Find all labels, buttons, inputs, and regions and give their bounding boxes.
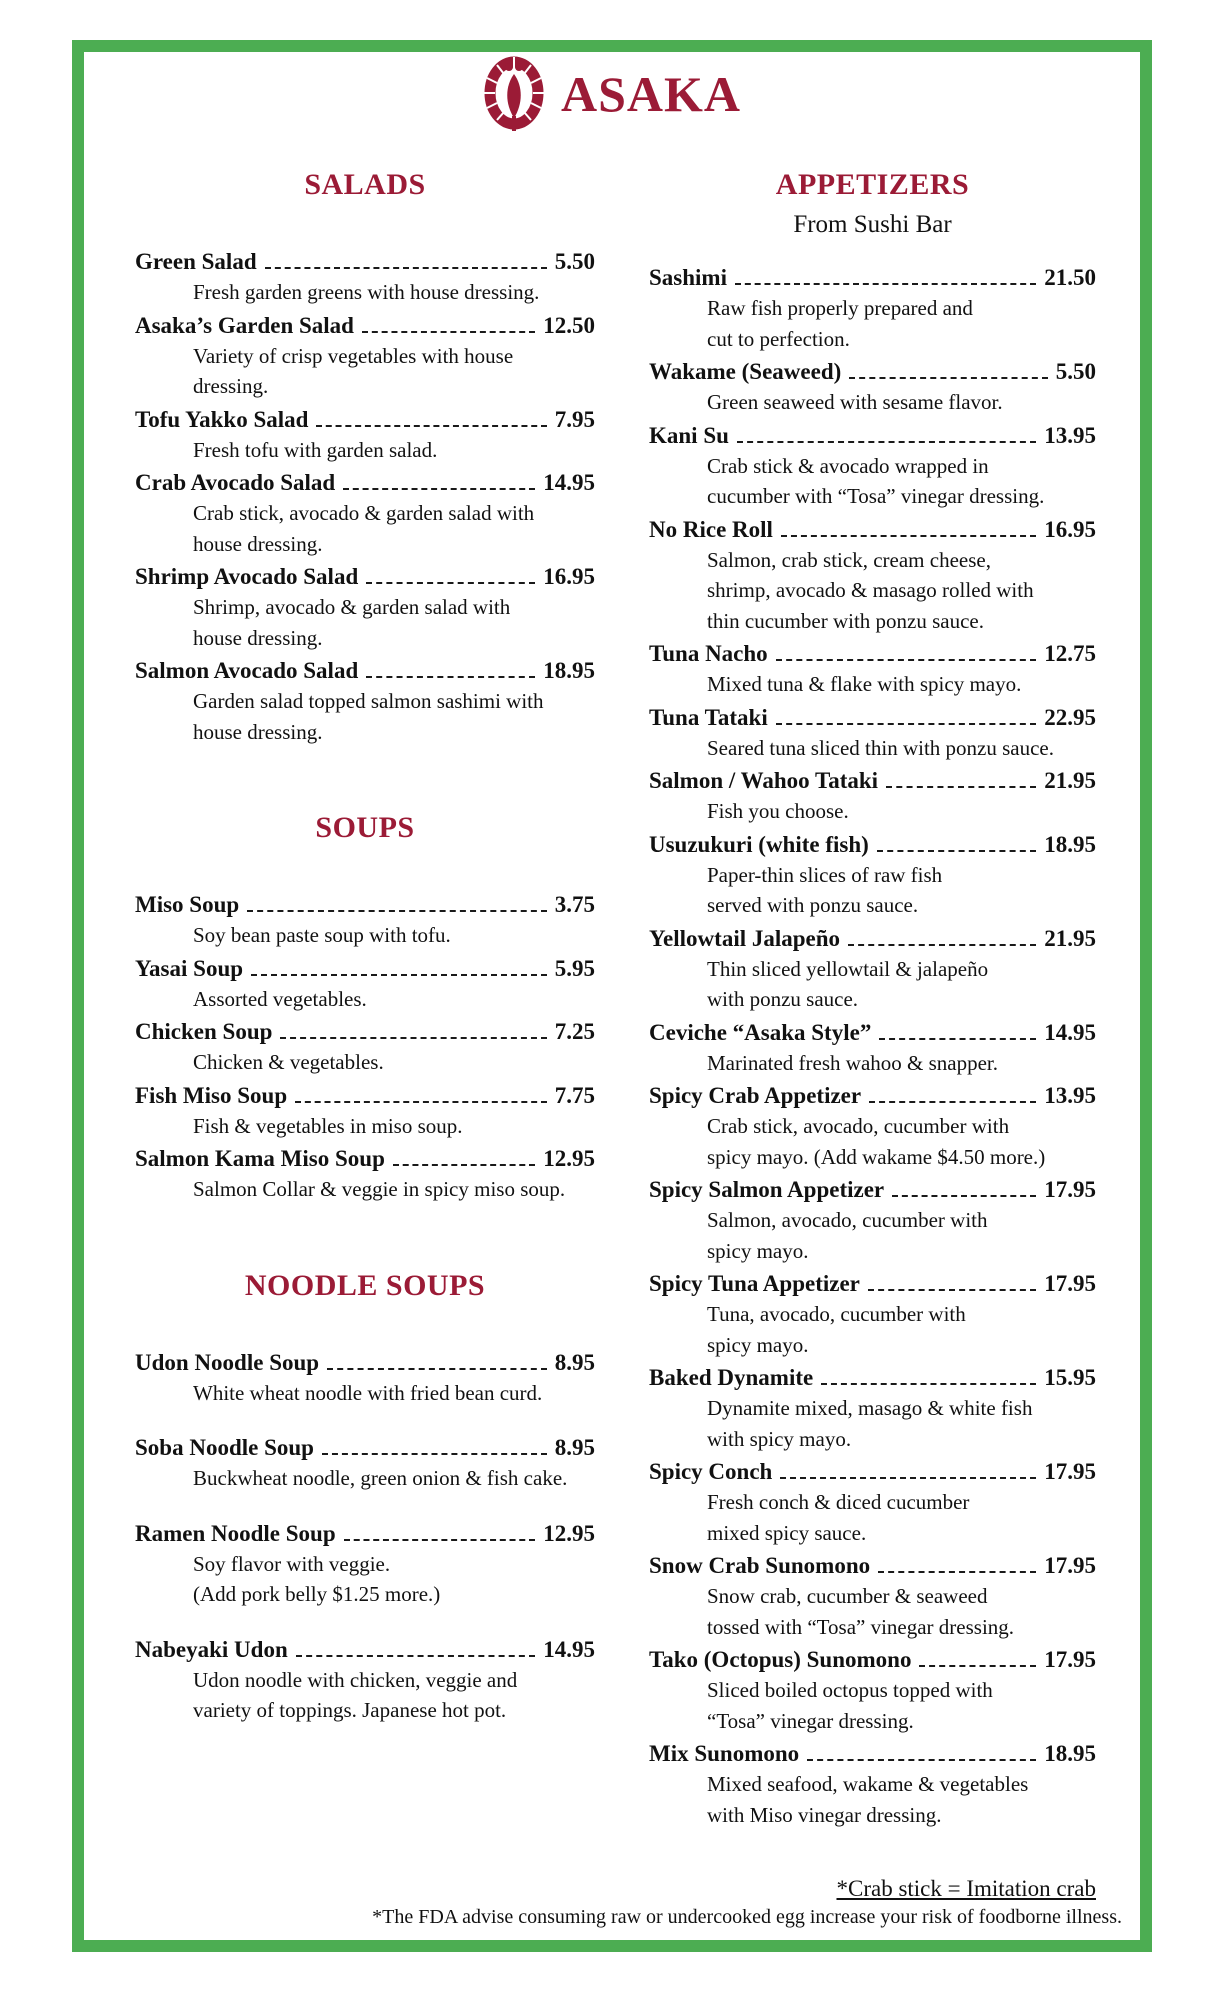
item-line (649, 1456, 1096, 1487)
item-name: Tofu Yakko Salad (135, 406, 309, 432)
menu-item-yasai-soup (135, 953, 595, 1015)
item-name: Wakame (Seaweed) (649, 359, 842, 384)
item-description-line: Fresh tofu with garden salad. (193, 437, 438, 462)
menu-item-no-rice-roll (649, 514, 1096, 637)
item-description-line: thin cucumber with ponzu sauce. (707, 608, 984, 633)
item-description-line: Fresh conch & diced cucumber (707, 1490, 970, 1514)
menu-item-salmon-kama-miso-soup (135, 1143, 595, 1205)
crab-stick-footnote: *Crab stick = Imitation crab (836, 1876, 1096, 1901)
dashed-leader (322, 1453, 547, 1455)
item-price: 18.95 (543, 658, 595, 683)
item-line (649, 356, 1096, 387)
dashed-leader (366, 582, 535, 584)
item-line (649, 1268, 1096, 1299)
item-line (649, 923, 1096, 954)
item-price: 12.75 (1044, 641, 1096, 666)
item-line (649, 638, 1096, 669)
item-name: Sashimi (649, 265, 727, 290)
item-line (135, 1080, 595, 1111)
item-price: 18.95 (1044, 831, 1096, 857)
item-description-line: Sliced boiled octopus topped with (707, 1678, 993, 1702)
dashed-leader (821, 1383, 1036, 1385)
item-price: 15.95 (1044, 1365, 1096, 1390)
item-description-line: Garden salad topped salmon sashimi with (193, 689, 544, 713)
item-line (135, 1016, 595, 1047)
menu-item-ramen-noodle-soup (135, 1518, 595, 1610)
item-description-line: Thin sliced yellowtail & jalapeño (707, 956, 989, 981)
dashed-leader (343, 488, 535, 490)
item-line (649, 1174, 1096, 1205)
item-description-line: served with ponzu sauce. (707, 893, 919, 917)
item-line (649, 1017, 1096, 1048)
item-line (135, 655, 595, 686)
item-line (135, 953, 595, 984)
dashed-leader (780, 1477, 1036, 1479)
item-description-line: Mixed seafood, wakame & vegetables (707, 1772, 1029, 1796)
item-name: Snow Crab Sunomono (649, 1553, 871, 1578)
menu-item-soba-noodle-soup (135, 1432, 595, 1494)
dashed-leader (807, 1759, 1036, 1761)
section-title: APPETIZERS (775, 168, 970, 201)
item-description-line: spicy mayo. (707, 1238, 809, 1263)
dashed-leader (886, 786, 1036, 788)
item-description-line: Chicken & vegetables. (193, 1050, 384, 1074)
menu-item-ceviche-asaka-style (649, 1017, 1096, 1079)
item-description-line: Udon noodle with chicken, veggie and (193, 1667, 518, 1692)
dashed-leader (869, 1101, 1036, 1103)
item-price: 21.95 (1044, 768, 1096, 793)
item-price: 22.95 (1044, 704, 1096, 730)
section-subtitle: From Sushi Bar (793, 211, 952, 238)
item-line (649, 765, 1096, 796)
item-description-line: Soy bean paste soup with tofu. (193, 923, 451, 947)
item-line (649, 829, 1096, 860)
menu-item-spicy-conch (649, 1456, 1096, 1548)
item-description-line: Assorted vegetables. (193, 986, 367, 1011)
item-description-line: house dressing. (193, 719, 323, 744)
menu-item-snow-crab-sunomono (649, 1550, 1096, 1642)
item-description-line: Tuna, avocado, cucumber with (707, 1302, 966, 1326)
menu-item-tuna-tataki (649, 702, 1096, 764)
item-description-line: Salmon, avocado, cucumber with (707, 1208, 988, 1232)
item-line (135, 1432, 595, 1463)
item-name: Tako (Octopus) Sunomono (649, 1647, 912, 1672)
menu-item-spicy-tuna-appetizer (649, 1268, 1096, 1360)
menu-item-nabeyaki-udon (135, 1634, 595, 1726)
menu-item-fish-miso-soup (135, 1080, 595, 1142)
menu-item-tofu-yakko-salad (135, 404, 595, 466)
item-description-line: Fish & vegetables in miso soup. (193, 1113, 463, 1138)
item-description-line: Buckwheat noodle, green onion & fish cake. (193, 1466, 568, 1490)
menu-left-column (135, 168, 595, 1750)
item-name: Udon Noodle Soup (135, 1349, 320, 1375)
item-line (649, 514, 1096, 545)
dashed-leader (393, 1164, 535, 1166)
dashed-leader (366, 676, 535, 678)
menu-section-soups (135, 811, 595, 1205)
item-price: 13.95 (1044, 422, 1096, 448)
item-name: Green Salad (135, 249, 257, 274)
item-price: 3.75 (554, 892, 595, 917)
item-description-line: “Tosa” vinegar dressing. (707, 1708, 914, 1733)
item-price: 16.95 (1044, 516, 1096, 542)
item-price: 17.95 (1044, 1647, 1096, 1672)
item-line (649, 1738, 1096, 1769)
item-name: Ceviche “Asaka Style” (649, 1019, 872, 1045)
menu-item-kani-su (649, 420, 1096, 512)
dashed-leader (848, 944, 1036, 946)
item-price: 12.95 (543, 1146, 595, 1171)
item-name: Ramen Noodle Soup (135, 1520, 336, 1546)
item-description-line: with Miso vinegar dressing. (707, 1802, 942, 1827)
item-name: No Rice Roll (649, 516, 773, 542)
item-line (135, 1347, 595, 1378)
item-description-line: with spicy mayo. (707, 1426, 852, 1451)
dashed-leader (280, 1037, 546, 1039)
item-line (135, 1518, 595, 1549)
item-name: Spicy Crab Appetizer (649, 1083, 862, 1108)
menu-item-mix-sunomono (649, 1738, 1096, 1830)
item-name: Usuzukuri (white fish) (649, 831, 869, 857)
menu-item-green-salad (135, 246, 595, 308)
dashed-leader (919, 1665, 1036, 1667)
item-price: 8.95 (554, 1349, 595, 1375)
item-description-line: Dynamite mixed, masago & white fish (707, 1396, 1033, 1420)
item-name: Shrimp Avocado Salad (135, 564, 359, 589)
menu-item-usuzukuri-white-fish (649, 829, 1096, 921)
item-price: 17.95 (1044, 1553, 1096, 1578)
item-price: 7.95 (554, 406, 595, 432)
item-line (649, 262, 1096, 293)
menu-item-chicken-soup (135, 1016, 595, 1078)
menu-item-crab-avocado-salad (135, 467, 595, 559)
item-name: Baked Dynamite (649, 1365, 814, 1390)
item-description-line: Fish you choose. (707, 799, 849, 823)
dashed-leader (327, 1368, 547, 1370)
item-line (135, 1143, 595, 1174)
item-price: 5.50 (554, 249, 595, 274)
item-description-line: White wheat noodle with fried bean curd. (193, 1380, 543, 1405)
dashed-leader (892, 1195, 1036, 1197)
item-line (649, 702, 1096, 733)
item-name: Soba Noodle Soup (135, 1435, 314, 1460)
dashed-leader (878, 1571, 1036, 1573)
item-description-line: Marinated fresh wahoo & snapper. (707, 1050, 998, 1075)
item-line (649, 1644, 1096, 1675)
item-line (135, 310, 595, 341)
item-price: 7.25 (554, 1019, 595, 1044)
item-description-line: cucumber with “Tosa” vinegar dressing. (707, 484, 1045, 508)
menu-item-yellowtail-jalape-o (649, 923, 1096, 1015)
dashed-leader (344, 1539, 536, 1541)
item-line (135, 467, 595, 498)
item-price: 12.50 (543, 312, 595, 338)
item-name: Tuna Nacho (649, 641, 768, 666)
item-description-line: cut to perfection. (707, 326, 850, 351)
dashed-leader (265, 267, 547, 269)
item-line (135, 404, 595, 435)
item-price: 13.95 (1044, 1083, 1096, 1108)
item-price: 17.95 (1044, 1271, 1096, 1296)
item-price: 21.95 (1044, 925, 1096, 951)
item-description-line: Green seaweed with sesame flavor. (707, 390, 1003, 414)
item-description-line: Seared tuna sliced thin with ponzu sauce. (707, 735, 1054, 760)
dashed-leader (868, 1289, 1036, 1291)
menu-item-tuna-nacho (649, 638, 1096, 700)
item-description-line: Paper-thin slices of raw fish (707, 862, 943, 887)
item-name: Miso Soup (135, 892, 240, 917)
item-description-line: shrimp, avocado & masago rolled with (707, 578, 1034, 602)
item-price: 12.95 (543, 1520, 595, 1546)
menu-item-baked-dynamite (649, 1362, 1096, 1454)
item-line (135, 561, 595, 592)
item-price: 14.95 (543, 1636, 595, 1662)
item-price: 5.95 (554, 955, 595, 981)
menu-item-salmon-avocado-salad (135, 655, 595, 747)
menu-item-asaka-s-garden-salad (135, 310, 595, 402)
item-description-line: Crab stick, avocado, cucumber with (707, 1114, 1010, 1138)
item-description-line: variety of toppings. Japanese hot pot. (193, 1698, 507, 1722)
dashed-leader (295, 1101, 547, 1103)
item-name: Kani Su (649, 422, 729, 448)
dashed-leader (776, 723, 1037, 725)
item-price: 17.95 (1044, 1177, 1096, 1202)
menu-item-shrimp-avocado-salad (135, 561, 595, 653)
item-line (649, 1080, 1096, 1111)
dashed-leader (879, 1038, 1036, 1040)
menu-item-miso-soup (135, 889, 595, 951)
menu-item-sashimi (649, 262, 1096, 354)
dashed-leader (316, 425, 546, 427)
item-description-line: Variety of crisp vegetables with house (193, 343, 514, 368)
item-price: 14.95 (1044, 1019, 1096, 1045)
item-description-line: Salmon, crab stick, cream cheese, (707, 547, 991, 572)
brand-header (0, 56, 1224, 132)
dashed-leader (362, 331, 535, 333)
item-price: 17.95 (1044, 1459, 1096, 1484)
item-price: 18.95 (1044, 1741, 1096, 1766)
item-price: 7.75 (554, 1082, 595, 1108)
menu-item-tako-octopus-sunomono (649, 1644, 1096, 1736)
item-description-line: house dressing. (193, 625, 323, 650)
item-name: Crab Avocado Salad (135, 470, 336, 495)
item-description-line: Fresh garden greens with house dressing. (193, 280, 540, 304)
asaka-crest-icon (483, 56, 545, 132)
menu-item-wakame-seaweed (649, 356, 1096, 418)
menu-section-salads (135, 168, 595, 747)
dashed-leader (877, 850, 1036, 852)
item-price: 14.95 (543, 470, 595, 495)
dashed-leader (737, 441, 1036, 443)
item-name: Fish Miso Soup (135, 1082, 288, 1108)
dashed-leader (247, 910, 547, 912)
item-description-line: Salmon Collar & veggie in spicy miso soup. (193, 1177, 566, 1201)
menu-section-appetizers (649, 168, 1096, 1830)
item-name: Yellowtail Jalapeño (649, 925, 841, 951)
item-price: 5.50 (1055, 359, 1096, 384)
item-name: Spicy Salmon Appetizer (649, 1177, 885, 1202)
menu-item-udon-noodle-soup (135, 1347, 595, 1409)
item-name: Salmon Avocado Salad (135, 658, 359, 683)
item-description-line: Mixed tuna & flake with spicy mayo. (707, 672, 1022, 696)
dashed-leader (735, 283, 1036, 285)
item-name: Yasai Soup (135, 955, 244, 981)
item-description-line: house dressing. (193, 531, 323, 556)
item-name: Tuna Tataki (649, 704, 768, 730)
item-description-line: spicy mayo. (Add wakame $4.50 more.) (707, 1144, 1046, 1169)
dashed-leader (776, 659, 1037, 661)
section-title: SOUPS (315, 811, 415, 844)
item-line (135, 246, 595, 277)
item-name: Salmon Kama Miso Soup (135, 1146, 385, 1171)
dashed-leader (849, 377, 1047, 379)
item-description-line: with ponzu sauce. (707, 987, 859, 1011)
item-description-line: dressing. (193, 374, 269, 398)
item-description-line: Crab stick & avocado wrapped in (707, 453, 989, 478)
item-price: 16.95 (543, 564, 595, 589)
menu-item-spicy-salmon-appetizer (649, 1174, 1096, 1266)
menu-item-salmon-wahoo-tataki (649, 765, 1096, 827)
item-line (649, 1550, 1096, 1581)
item-line (135, 889, 595, 920)
item-line (649, 420, 1096, 451)
item-name: Asaka’s Garden Salad (135, 312, 354, 338)
item-name: Salmon / Wahoo Tataki (649, 768, 879, 793)
item-price: 21.50 (1044, 265, 1096, 290)
fda-warning-footnote: *The FDA advise consuming raw or undercooked egg increase your risk of foodborne illness. (372, 1906, 1122, 1928)
menu-item-spicy-crab-appetizer (649, 1080, 1096, 1172)
item-name: Chicken Soup (135, 1019, 273, 1044)
item-description-line: mixed spicy sauce. (707, 1520, 867, 1545)
item-name: Spicy Conch (649, 1459, 773, 1484)
item-line (135, 1634, 595, 1665)
item-description-line: Snow crab, cucumber & seaweed (707, 1584, 988, 1608)
item-description-line: spicy mayo. (707, 1332, 809, 1357)
item-name: Spicy Tuna Appetizer (649, 1271, 860, 1296)
restaurant-name: ASAKA (560, 66, 742, 122)
dashed-leader (781, 535, 1036, 537)
item-description-line: Soy flavor with veggie. (193, 1551, 391, 1576)
dashed-leader (251, 974, 547, 976)
section-title: SALADS (304, 168, 426, 201)
menu-right-column (649, 168, 1096, 1832)
item-name: Mix Sunomono (649, 1741, 800, 1766)
item-description-line: Crab stick, avocado & garden salad with (193, 501, 535, 525)
item-description-line: Shrimp, avocado & garden salad with (193, 595, 511, 619)
item-price: 8.95 (554, 1435, 595, 1460)
item-description-line: tossed with “Tosa” vinegar dressing. (707, 1614, 1015, 1639)
section-title: NOODLE SOUPS (244, 1268, 486, 1302)
dashed-leader (296, 1655, 536, 1657)
item-line (649, 1362, 1096, 1393)
menu-section-noodle-soups (135, 1269, 595, 1726)
item-description-line: Raw fish properly prepared and (707, 296, 973, 320)
item-name: Nabeyaki Udon (135, 1636, 288, 1662)
item-description-line: (Add pork belly $1.25 more.) (193, 1582, 441, 1606)
